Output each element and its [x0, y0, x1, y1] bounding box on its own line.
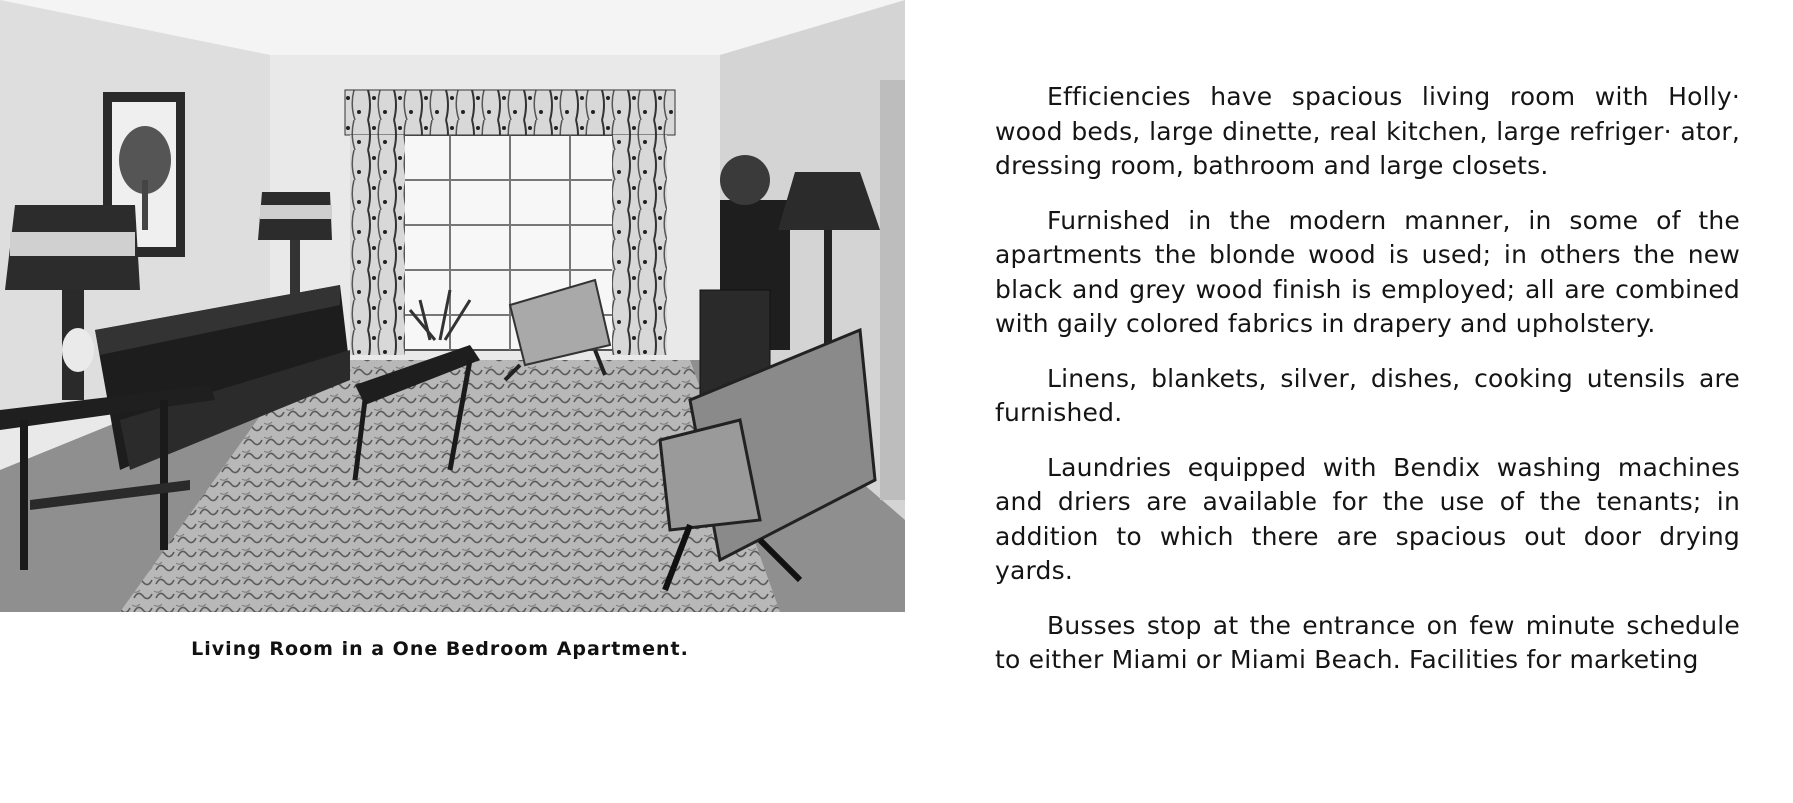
living-room-photo	[0, 0, 905, 612]
paragraph-efficiencies: Efficiencies have spacious living room with Holly· wood beds, large dinette, real kitchen, large refriger· ator, dressing room, bathroom and large closets.	[995, 82, 1740, 180]
living-room-illustration	[0, 0, 905, 612]
paragraph-laundries: Laundries equipped with Bendix washing machines and driers are available for the use of the tenants; in addition to which there are spacious out door drying yards.	[995, 452, 1740, 585]
paragraph-furnished: Furnished in the modern manner, in some of the apartments the blonde wood is used; in others the new black and grey wood finish is employed; all are combined with gaily colored fabrics in drapery and upholstery.	[995, 205, 1740, 338]
photo-caption: Living Room in a One Bedroom Apartment.	[191, 638, 689, 660]
body-text-column	[995, 80, 1740, 698]
paragraph-linens: Linens, blankets, silver, dishes, cooking utensils are furnished.	[995, 363, 1740, 427]
paragraph-busses: Busses stop at the entrance on few minute schedule to either Miami or Miami Beach. Facilities for marketing	[995, 610, 1740, 674]
